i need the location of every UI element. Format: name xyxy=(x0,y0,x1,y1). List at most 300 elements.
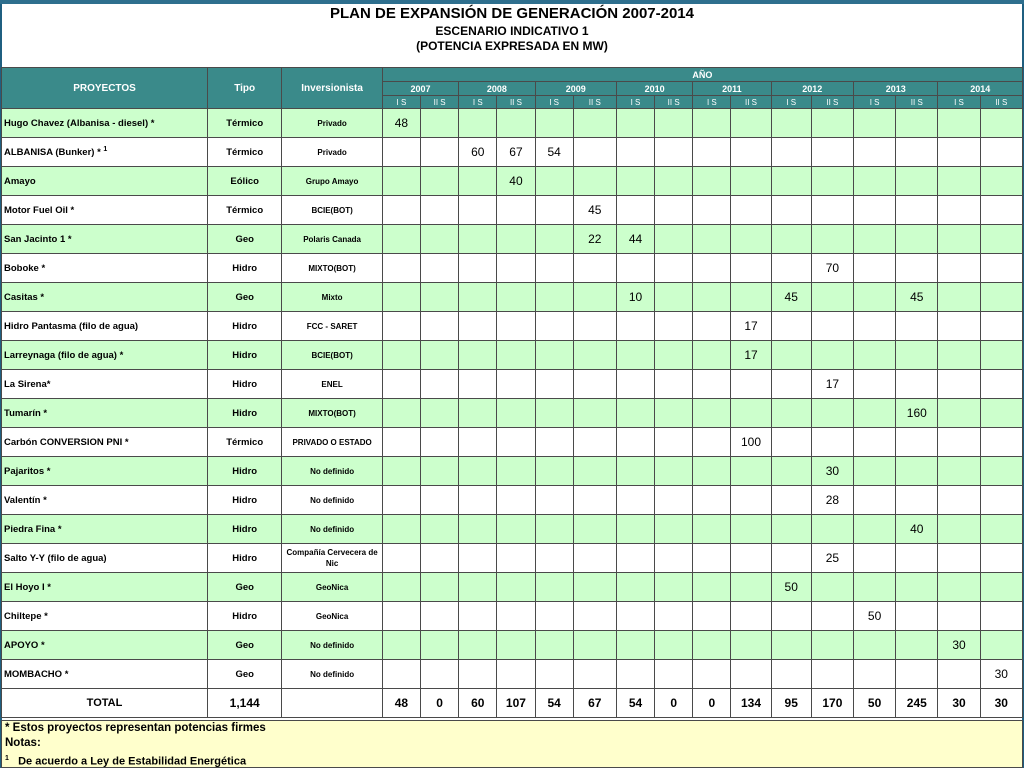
capacity-cell xyxy=(573,399,616,428)
capacity-cell xyxy=(771,196,811,225)
capacity-cell xyxy=(938,283,980,312)
capacity-cell xyxy=(655,283,693,312)
notes-heading: Notas: xyxy=(5,737,41,749)
capacity-cell: 25 xyxy=(811,544,853,573)
capacity-cell xyxy=(693,370,731,399)
title-block xyxy=(0,4,1024,54)
capacity-cell xyxy=(421,602,459,631)
capacity-cell xyxy=(459,109,497,138)
capacity-cell xyxy=(535,631,573,660)
table-row xyxy=(2,515,1023,544)
capacity-cell xyxy=(421,196,459,225)
capacity-cell xyxy=(573,515,616,544)
capacity-cell xyxy=(811,631,853,660)
capacity-cell xyxy=(811,428,853,457)
capacity-cell xyxy=(731,283,771,312)
capacity-cell xyxy=(854,399,896,428)
capacity-cell xyxy=(731,399,771,428)
capacity-cell xyxy=(616,544,654,573)
table-row xyxy=(2,602,1023,631)
capacity-cell xyxy=(497,196,535,225)
capacity-cell xyxy=(382,138,420,167)
capacity-cell xyxy=(616,399,654,428)
project-investor: No definido xyxy=(282,631,382,660)
capacity-cell xyxy=(938,486,980,515)
capacity-cell xyxy=(655,399,693,428)
capacity-cell xyxy=(896,486,938,515)
project-name-text: Carbón CONVERSION PNI * xyxy=(4,436,129,448)
capacity-cell xyxy=(497,399,535,428)
total-value: 30 xyxy=(980,689,1022,718)
capacity-cell xyxy=(535,196,573,225)
table-row xyxy=(2,167,1023,196)
capacity-cell: 60 xyxy=(459,138,497,167)
capacity-cell xyxy=(854,660,896,689)
capacity-cell xyxy=(771,399,811,428)
capacity-cell xyxy=(693,428,731,457)
project-name-text: MOMBACHO * xyxy=(4,668,69,680)
capacity-cell xyxy=(896,602,938,631)
capacity-cell xyxy=(535,515,573,544)
project-name-text: Amayo xyxy=(4,175,36,187)
capacity-cell: 54 xyxy=(535,138,573,167)
capacity-cell xyxy=(980,167,1022,196)
capacity-cell xyxy=(771,109,811,138)
capacity-cell xyxy=(497,312,535,341)
capacity-cell xyxy=(459,544,497,573)
project-name xyxy=(2,196,208,225)
capacity-cell xyxy=(655,660,693,689)
total-value: 50 xyxy=(854,689,896,718)
capacity-cell xyxy=(421,631,459,660)
capacity-cell xyxy=(535,283,573,312)
project-type: Hidro xyxy=(208,486,282,515)
capacity-cell: 30 xyxy=(811,457,853,486)
header-semester-2010-1: I S xyxy=(616,96,654,109)
note-1-text: De acuerdo a Ley de Estabilidad Energética xyxy=(18,755,247,768)
capacity-cell xyxy=(980,573,1022,602)
capacity-cell xyxy=(980,399,1022,428)
capacity-cell: 50 xyxy=(771,573,811,602)
header-semester-2012-2: II S xyxy=(811,96,853,109)
table-row xyxy=(2,196,1023,225)
capacity-cell xyxy=(655,428,693,457)
capacity-cell xyxy=(616,312,654,341)
project-name xyxy=(2,602,208,631)
project-name-text: Hidro Pantasma (filo de agua) xyxy=(4,320,139,332)
capacity-cell xyxy=(731,167,771,196)
capacity-cell xyxy=(573,254,616,283)
capacity-cell: 100 xyxy=(731,428,771,457)
capacity-cell xyxy=(731,486,771,515)
capacity-cell xyxy=(616,602,654,631)
project-investor: GeoNica xyxy=(282,573,382,602)
capacity-cell xyxy=(938,370,980,399)
capacity-cell: 40 xyxy=(896,515,938,544)
capacity-cell xyxy=(693,109,731,138)
project-type: Hidro xyxy=(208,254,282,283)
project-name xyxy=(2,660,208,689)
table-row xyxy=(2,283,1023,312)
capacity-cell xyxy=(771,486,811,515)
table-row xyxy=(2,138,1023,167)
project-type: Geo xyxy=(208,573,282,602)
project-type: Hidro xyxy=(208,457,282,486)
project-name-text: ALBANISA (Bunker) * xyxy=(4,147,101,159)
capacity-cell: 67 xyxy=(497,138,535,167)
capacity-cell xyxy=(382,312,420,341)
project-name-text: El Hoyo I * xyxy=(4,581,51,593)
capacity-cell xyxy=(382,573,420,602)
capacity-cell xyxy=(811,312,853,341)
project-name-text: Valentín * xyxy=(4,494,47,506)
note-1 xyxy=(5,751,1019,768)
project-investor: ENEL xyxy=(282,370,382,399)
project-name xyxy=(2,341,208,370)
header-semester-2007-1: I S xyxy=(382,96,420,109)
capacity-cell xyxy=(854,544,896,573)
capacity-cell xyxy=(980,602,1022,631)
capacity-cell xyxy=(382,544,420,573)
project-type: Geo xyxy=(208,660,282,689)
capacity-cell xyxy=(854,573,896,602)
note-1-marker: 1 xyxy=(5,755,9,762)
capacity-cell xyxy=(896,428,938,457)
capacity-cell xyxy=(771,167,811,196)
capacity-cell xyxy=(535,254,573,283)
capacity-cell xyxy=(535,312,573,341)
total-value: 107 xyxy=(497,689,535,718)
capacity-cell xyxy=(459,167,497,196)
capacity-cell xyxy=(655,225,693,254)
capacity-cell: 30 xyxy=(938,631,980,660)
capacity-cell xyxy=(693,602,731,631)
project-name-text: San Jacinto 1 * xyxy=(4,233,72,245)
project-investor: Grupo Amayo xyxy=(282,167,382,196)
project-name xyxy=(2,486,208,515)
capacity-cell xyxy=(382,225,420,254)
table-row xyxy=(2,660,1023,689)
header-semester-2014-1: I S xyxy=(938,96,980,109)
capacity-cell xyxy=(382,660,420,689)
capacity-cell xyxy=(896,167,938,196)
total-value: 0 xyxy=(693,689,731,718)
project-name-text: Pajaritos * xyxy=(4,465,51,477)
capacity-cell xyxy=(382,457,420,486)
project-investor: BCIE(BOT) xyxy=(282,341,382,370)
capacity-cell xyxy=(459,399,497,428)
capacity-cell xyxy=(535,167,573,196)
capacity-cell xyxy=(896,196,938,225)
header-year-2013: 2013 xyxy=(854,82,938,96)
project-name xyxy=(2,283,208,312)
project-name xyxy=(2,370,208,399)
total-value: 245 xyxy=(896,689,938,718)
capacity-cell xyxy=(771,254,811,283)
capacity-cell xyxy=(693,312,731,341)
capacity-cell xyxy=(421,486,459,515)
capacity-cell: 28 xyxy=(811,486,853,515)
capacity-cell xyxy=(771,370,811,399)
table-body xyxy=(2,109,1023,718)
capacity-cell xyxy=(573,631,616,660)
capacity-cell xyxy=(535,602,573,631)
capacity-cell xyxy=(573,486,616,515)
capacity-cell xyxy=(693,138,731,167)
header-inversionista: Inversionista xyxy=(282,68,382,109)
capacity-cell xyxy=(535,428,573,457)
project-type: Hidro xyxy=(208,312,282,341)
capacity-cell xyxy=(980,225,1022,254)
total-empty-cell xyxy=(282,689,382,718)
capacity-cell: 45 xyxy=(896,283,938,312)
capacity-cell xyxy=(616,138,654,167)
capacity-cell xyxy=(497,225,535,254)
project-investor: BCIE(BOT) xyxy=(282,196,382,225)
capacity-cell xyxy=(616,370,654,399)
capacity-cell xyxy=(382,602,420,631)
capacity-cell xyxy=(655,254,693,283)
capacity-cell xyxy=(616,196,654,225)
capacity-cell xyxy=(693,167,731,196)
capacity-cell xyxy=(771,457,811,486)
project-footnote-marker: 1 xyxy=(103,145,108,153)
capacity-cell xyxy=(655,312,693,341)
page-title: PLAN DE EXPANSIÓN DE GENERACIÓN 2007-2014 xyxy=(330,5,694,22)
capacity-cell xyxy=(938,660,980,689)
capacity-cell xyxy=(693,196,731,225)
header-semester-2007-2: II S xyxy=(421,96,459,109)
table-row xyxy=(2,370,1023,399)
capacity-cell: 45 xyxy=(573,196,616,225)
project-name-text: APOYO * xyxy=(4,639,45,651)
project-name-text: Motor Fuel Oil * xyxy=(4,204,75,216)
capacity-cell xyxy=(693,631,731,660)
total-row xyxy=(2,689,1023,718)
capacity-cell xyxy=(535,457,573,486)
project-name xyxy=(2,399,208,428)
capacity-cell xyxy=(938,312,980,341)
capacity-cell xyxy=(573,544,616,573)
project-type: Geo xyxy=(208,631,282,660)
capacity-cell xyxy=(382,283,420,312)
capacity-cell xyxy=(616,428,654,457)
capacity-cell xyxy=(573,573,616,602)
total-value: 134 xyxy=(731,689,771,718)
capacity-cell xyxy=(382,167,420,196)
capacity-cell xyxy=(811,515,853,544)
total-value: 0 xyxy=(421,689,459,718)
project-type: Hidro xyxy=(208,544,282,573)
capacity-cell xyxy=(693,341,731,370)
project-name xyxy=(2,573,208,602)
capacity-cell: 17 xyxy=(811,370,853,399)
capacity-cell xyxy=(896,225,938,254)
header-year-2010: 2010 xyxy=(616,82,692,96)
capacity-cell xyxy=(980,370,1022,399)
header-semester-2010-2: II S xyxy=(655,96,693,109)
project-name-text: La Sirena* xyxy=(4,378,51,390)
project-investor: MIXTO(BOT) xyxy=(282,399,382,428)
capacity-cell xyxy=(497,254,535,283)
capacity-cell xyxy=(573,138,616,167)
capacity-cell xyxy=(693,573,731,602)
capacity-cell xyxy=(811,138,853,167)
capacity-cell xyxy=(938,544,980,573)
capacity-cell xyxy=(980,138,1022,167)
capacity-cell: 160 xyxy=(896,399,938,428)
project-investor: Privado xyxy=(282,109,382,138)
project-name-text: Casitas * xyxy=(4,291,45,303)
project-name-text: Boboke * xyxy=(4,262,46,274)
capacity-cell xyxy=(938,515,980,544)
capacity-cell xyxy=(854,312,896,341)
capacity-cell xyxy=(854,167,896,196)
capacity-cell: 70 xyxy=(811,254,853,283)
capacity-cell xyxy=(854,254,896,283)
capacity-cell xyxy=(573,370,616,399)
capacity-cell xyxy=(731,602,771,631)
capacity-cell xyxy=(459,515,497,544)
capacity-cell xyxy=(459,312,497,341)
header-year-2012: 2012 xyxy=(771,82,853,96)
capacity-cell xyxy=(497,631,535,660)
capacity-cell xyxy=(616,486,654,515)
capacity-cell xyxy=(771,341,811,370)
capacity-cell xyxy=(497,573,535,602)
project-name xyxy=(2,254,208,283)
capacity-cell xyxy=(459,486,497,515)
header-semester-2013-1: I S xyxy=(854,96,896,109)
capacity-cell: 50 xyxy=(854,602,896,631)
capacity-cell xyxy=(811,573,853,602)
project-name-text: Chiltepe * xyxy=(4,610,48,622)
capacity-cell xyxy=(459,457,497,486)
capacity-cell xyxy=(731,109,771,138)
capacity-cell xyxy=(382,370,420,399)
project-name-text: Piedra Fina * xyxy=(4,523,62,535)
capacity-cell xyxy=(497,341,535,370)
capacity-cell xyxy=(938,457,980,486)
capacity-cell xyxy=(535,486,573,515)
capacity-cell xyxy=(938,109,980,138)
project-type: Geo xyxy=(208,225,282,254)
capacity-cell xyxy=(421,457,459,486)
capacity-cell xyxy=(731,631,771,660)
capacity-cell xyxy=(421,341,459,370)
capacity-cell xyxy=(980,283,1022,312)
capacity-cell xyxy=(382,196,420,225)
capacity-cell xyxy=(573,312,616,341)
capacity-cell xyxy=(980,457,1022,486)
total-value: 60 xyxy=(459,689,497,718)
project-investor: FCC - SARET xyxy=(282,312,382,341)
capacity-cell xyxy=(535,109,573,138)
capacity-cell xyxy=(382,341,420,370)
project-investor: No definido xyxy=(282,486,382,515)
capacity-cell: 10 xyxy=(616,283,654,312)
capacity-cell xyxy=(854,457,896,486)
project-name xyxy=(2,544,208,573)
capacity-cell xyxy=(535,370,573,399)
expansion-plan-table xyxy=(1,67,1023,718)
table-row xyxy=(2,225,1023,254)
project-name xyxy=(2,631,208,660)
table-row xyxy=(2,573,1023,602)
capacity-cell xyxy=(938,573,980,602)
header-tipo: Tipo xyxy=(208,68,282,109)
project-investor: No definido xyxy=(282,660,382,689)
capacity-cell xyxy=(459,370,497,399)
total-label: TOTAL xyxy=(2,689,208,718)
header-semester-2011-1: I S xyxy=(693,96,731,109)
project-name xyxy=(2,138,208,167)
header-semester-2008-2: II S xyxy=(497,96,535,109)
header-proyectos: PROYECTOS xyxy=(2,68,208,109)
project-investor: MIXTO(BOT) xyxy=(282,254,382,283)
capacity-cell xyxy=(573,602,616,631)
capacity-cell xyxy=(421,225,459,254)
capacity-cell xyxy=(938,254,980,283)
capacity-cell xyxy=(573,341,616,370)
capacity-cell xyxy=(854,631,896,660)
capacity-cell xyxy=(655,196,693,225)
notes-box xyxy=(1,720,1023,768)
capacity-cell xyxy=(616,515,654,544)
capacity-cell xyxy=(771,660,811,689)
table-row xyxy=(2,631,1023,660)
capacity-cell xyxy=(421,515,459,544)
capacity-cell xyxy=(497,457,535,486)
capacity-cell xyxy=(497,428,535,457)
capacity-cell xyxy=(616,167,654,196)
capacity-cell xyxy=(771,312,811,341)
capacity-cell xyxy=(459,225,497,254)
capacity-cell xyxy=(421,370,459,399)
capacity-cell xyxy=(573,167,616,196)
capacity-cell xyxy=(655,573,693,602)
project-type: Hidro xyxy=(208,341,282,370)
capacity-cell xyxy=(535,660,573,689)
project-name xyxy=(2,312,208,341)
header-semester-2008-1: I S xyxy=(459,96,497,109)
capacity-cell xyxy=(938,167,980,196)
table-row xyxy=(2,254,1023,283)
project-type: Térmico xyxy=(208,428,282,457)
table-row xyxy=(2,486,1023,515)
project-name xyxy=(2,428,208,457)
table-row xyxy=(2,109,1023,138)
capacity-cell xyxy=(573,109,616,138)
header-semester-2013-2: II S xyxy=(896,96,938,109)
capacity-cell xyxy=(497,283,535,312)
total-value: 67 xyxy=(573,689,616,718)
capacity-cell xyxy=(938,341,980,370)
capacity-cell xyxy=(771,544,811,573)
capacity-cell xyxy=(616,109,654,138)
header-semester-2009-1: I S xyxy=(535,96,573,109)
capacity-cell xyxy=(938,428,980,457)
capacity-cell xyxy=(693,399,731,428)
header-year-2008: 2008 xyxy=(459,82,535,96)
capacity-cell: 22 xyxy=(573,225,616,254)
capacity-cell xyxy=(896,544,938,573)
capacity-cell xyxy=(854,283,896,312)
table-row xyxy=(2,399,1023,428)
capacity-cell xyxy=(896,341,938,370)
capacity-cell xyxy=(573,428,616,457)
capacity-cell xyxy=(980,254,1022,283)
